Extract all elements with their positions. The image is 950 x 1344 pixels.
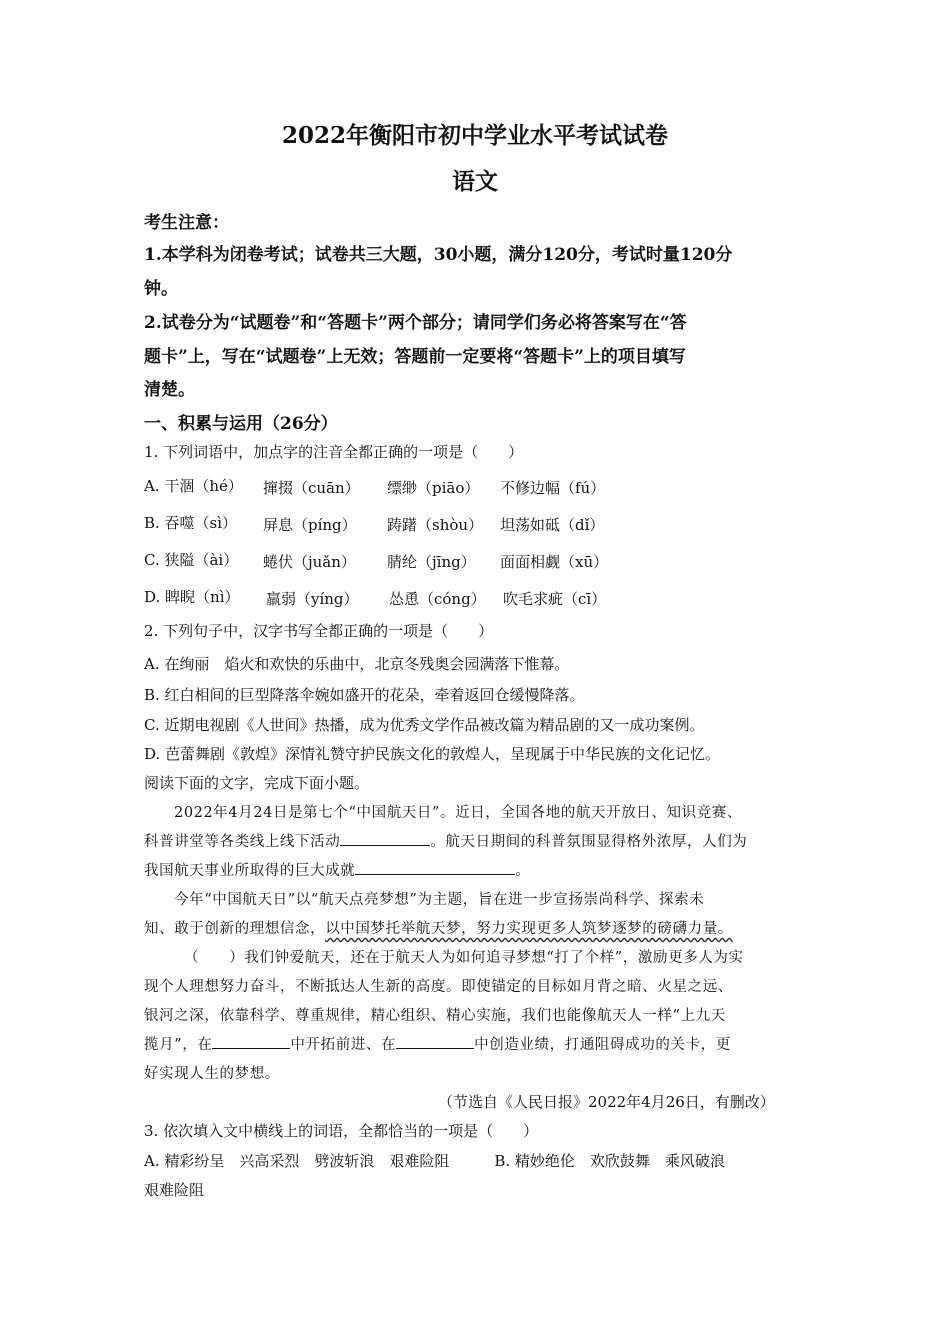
paragraph-1-line-3 [144, 859, 531, 880]
question-stem: 2. 下列句子中，汉字书写全都正确的一项是（ ） [144, 622, 494, 640]
text-segment: 我国航天事业所取得的巨大成就 [144, 863, 356, 879]
paragraph-1-line-1: 2022年4月24日是第七个“中国航天日”。近日，全国各地的航天开放日、知识竞赛、 [174, 805, 742, 821]
paragraph-2-line-2 [144, 917, 733, 938]
option-a-word-3: 缥缈（piāo） [387, 479, 480, 497]
options-line-1: A. 精彩纷呈 兴高采烈 劈波斩浪 艰难险阻 B. 精妙绝伦 欢欣鼓舞 乘风破浪 [144, 1152, 725, 1170]
text-segment: 揽月”，在 [144, 1037, 213, 1053]
paragraph-1-line-2 [144, 830, 747, 851]
options-line-2: 艰难险阻 [144, 1181, 205, 1199]
option-a: A. 干涸（hé） [144, 477, 243, 495]
question-stem: 1. 下列词语中，加点字的注音全都正确的一项是（ ） [144, 443, 524, 461]
paragraph-3-line-2: 现个人理想努力奋斗，不断抵达人生新的高度。即使锚定的目标如月背之暗、火星之远、 [144, 979, 733, 995]
option-c: C. 狭隘（ài） [144, 551, 239, 569]
subject-title: 语文 [452, 168, 498, 195]
paragraph-3-line-4 [144, 1033, 731, 1054]
option-d-word-3: 怂恿（cóng） [389, 590, 486, 608]
reading-intro: 阅读下面的文字，完成下面小题。 [144, 774, 370, 792]
option-c-word-2: 蜷伏（juǎn） [263, 553, 356, 571]
text-segment: 中开拓前进、在 [290, 1037, 397, 1053]
option-d-word-4: 吹毛求疵（cī） [503, 590, 607, 608]
option-b: B. 吞噬（sì） [144, 514, 238, 532]
option-d-word-2: 羸弱（yíng） [266, 590, 359, 608]
text-segment: 中创造业绩，打通阻碍成功的关卡，更 [474, 1037, 731, 1053]
source-citation: （节选自《人民日报》2022年4月26日，有删改） [438, 1093, 775, 1111]
option-b-word-3: 踌躇（shòu） [387, 516, 484, 534]
option-c: C. 近期电视剧《人世间》热播，成为优秀文学作品被改篇为精品剧的又一成功案例。 [144, 716, 705, 734]
section-heading: 一、积累与运用（26分） [144, 414, 338, 434]
fill-blank-3[interactable] [212, 1034, 290, 1049]
question-stem: 3. 依次填入文中横线上的词语，全都恰当的一项是（ ） [144, 1122, 539, 1140]
option-a: A. 在绚丽 焰火和欢快的乐曲中，北京冬残奥会园满落下惟幕。 [144, 655, 570, 673]
wavy-underlined-sentence: 以中国梦托举航天梦，努力实现更多人筑梦逐梦的磅礴力量。 [325, 921, 733, 937]
notice-label: 考生注意： [144, 213, 229, 233]
paragraph-2-line-1: 今年“中国航天日”以“航天点亮梦想”为主题，旨在进一步宣扬崇尚科学、探索未 [174, 892, 705, 908]
option-d: D. 芭蕾舞剧《敦煌》深情礼赞守护民族文化的敦煌人，呈现属于中华民族的文化记忆。 [144, 745, 721, 763]
option-b-word-4: 坦荡如砥（dǐ） [500, 516, 605, 534]
fill-blank-2[interactable] [355, 860, 515, 875]
text-segment: 科普讲堂等各类线上线下活动 [144, 834, 341, 850]
option-d: D. 睥睨（nì） [144, 588, 240, 606]
option-a-word-2: 撺掇（cuān） [263, 479, 360, 497]
paragraph-3-line-3: 银河之深，依靠科学、尊重规律，精心组织、精心实施，我们也能像航天人一样“上九天 [144, 1008, 726, 1024]
paragraph-3-line-1: （ ）我们钟爱航天，还在于航天人为如何追寻梦想“打了个样”，激励更多人为实 [184, 950, 744, 966]
text-segment: 知、敢于创新的理想信念， [144, 921, 326, 937]
paragraph-3-line-5: 好实现人生的梦想。 [144, 1066, 280, 1082]
text-segment: 。 [515, 863, 531, 879]
fill-blank-4[interactable] [396, 1034, 474, 1049]
option-c-word-4: 面面相觑（xū） [500, 553, 609, 571]
option-c-word-3: 腈纶（jīng） [387, 553, 476, 571]
option-a-word-4: 不修边幅（fú） [500, 479, 606, 497]
notice-item-2: 2.试卷分为“试题卷”和“答题卡”两个部分；请同学们务必将答案写在“答 [144, 313, 687, 333]
notice-item-1: 1.本学科为闭卷考试；试卷共三大题，30小题，满分120分，考试时量120分 [144, 245, 733, 265]
exam-title: 2022年衡阳市初中学业水平考试试卷 [281, 122, 668, 149]
fill-blank-1[interactable] [340, 831, 430, 846]
text-segment: 。航天日期间的科普氛围显得格外浓厚，人们为 [430, 834, 748, 850]
notice-item-2-end: 清楚。 [144, 380, 195, 400]
option-b-word-2: 屏息（píng） [263, 516, 357, 534]
notice-item-2-cont: 题卡”上，写在“试题卷”上无效；答题前一定要将“答题卡”上的项目填写 [144, 347, 686, 367]
option-b: B. 红白相间的巨型降落伞婉如盛开的花朵，牵着返回仓缓慢降落。 [144, 686, 585, 704]
notice-item-1-cont: 钟。 [144, 279, 178, 299]
